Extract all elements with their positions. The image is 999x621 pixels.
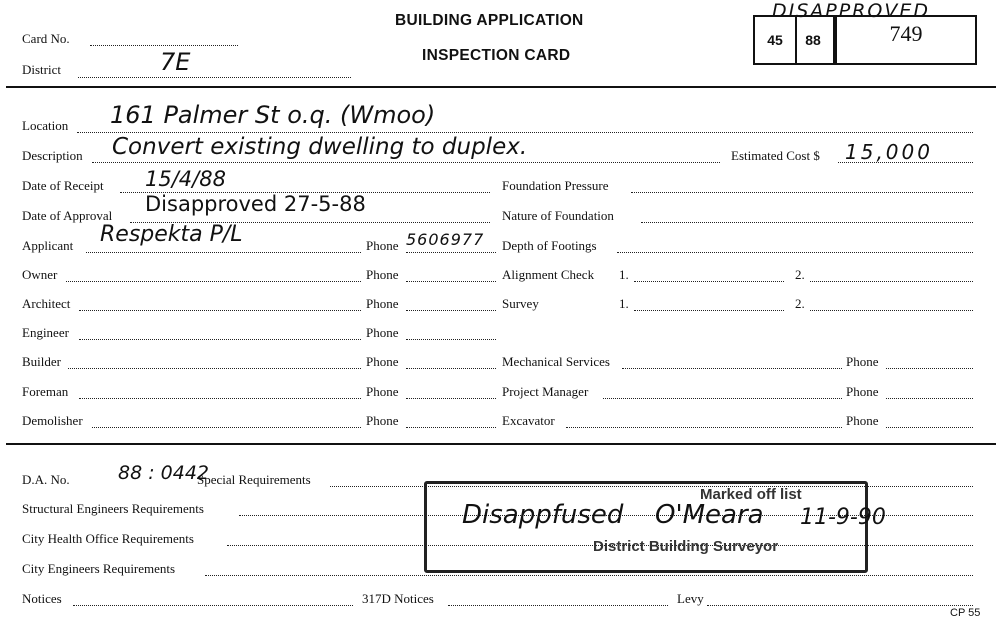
foreman-phone-line [406, 398, 496, 399]
title-line-2: INSPECTION CARD [422, 47, 571, 64]
mechanical-phone-line [886, 368, 973, 369]
stamp-handwritten-date: 11-9-90 [800, 505, 886, 530]
stamp-handwritten-1: Disappfused [462, 500, 624, 530]
district-value: 7E [160, 48, 191, 76]
applicant-phone-line [406, 252, 496, 253]
card-no-label: Card No. [22, 31, 70, 46]
architect-phone-line [406, 310, 496, 311]
owner-line [66, 281, 361, 282]
district-label: District [22, 62, 61, 77]
owner-label: Owner [22, 267, 58, 282]
notices-label: Notices [22, 591, 62, 606]
demolisher-phone-line [406, 427, 496, 428]
alignment-check-num-1: 1. [619, 267, 629, 282]
foundation-pressure-label: Foundation Pressure [502, 178, 609, 193]
depth-footings-label: Depth of Footings [502, 238, 597, 253]
owner-phone-line [406, 281, 496, 282]
alignment-check-num-2: 2. [795, 267, 805, 282]
location-line [77, 132, 973, 133]
alignment-check-line-2 [810, 281, 973, 282]
disapproved-stamp-text: DISAPPROVED [772, 0, 930, 22]
description-value: Convert existing dwelling to duplex. [112, 134, 528, 160]
project-manager-line [603, 398, 842, 399]
nature-foundation-label: Nature of Foundation [502, 208, 614, 223]
excavator-phone-line [886, 427, 973, 428]
box-45: 45 [753, 15, 797, 65]
project-manager-phone-label: Phone [846, 384, 879, 399]
city-eng-req-label: City Engineers Requirements [22, 561, 176, 576]
estimated-cost-value: 15,000 [845, 140, 933, 164]
location-label: Location [22, 118, 69, 133]
middle-divider [6, 443, 996, 445]
architect-line [79, 310, 361, 311]
date-receipt-value: 15/4/88 [145, 167, 226, 191]
applicant-phone-label: Phone [366, 238, 399, 253]
form-code: CP 55 [950, 607, 981, 619]
excavator-label: Excavator [502, 413, 555, 428]
depth-footings-line [617, 252, 973, 253]
applicant-value: Respekta P/L [100, 222, 243, 247]
title-line-1: BUILDING APPLICATION [395, 12, 584, 29]
builder-label: Builder [22, 354, 61, 369]
da-no-label: D.A. No. [22, 472, 70, 487]
excavator-phone-label: Phone [846, 413, 879, 428]
da-no-value: 88 : 0442 [118, 462, 210, 484]
date-approval-value: Disapproved 27-5-88 [145, 192, 366, 216]
health-req-label: City Health Office Requirements [22, 531, 194, 546]
stamp-line-2: District Building Surveyor [593, 538, 779, 555]
city-eng-req-line [205, 575, 973, 576]
builder-phone-line [406, 368, 496, 369]
owner-phone-label: Phone [366, 267, 399, 282]
foreman-label: Foreman [22, 384, 69, 399]
special-req-label: Special Requirements [197, 472, 311, 487]
levy-label: Levy [677, 591, 704, 606]
stamp-handwritten-2: O'Meara [655, 500, 764, 530]
applicant-phone-value: 5606977 [406, 230, 485, 249]
project-manager-phone-line [886, 398, 973, 399]
survey-num-2: 2. [795, 296, 805, 311]
architect-label: Architect [22, 296, 71, 311]
mechanical-services-label: Mechanical Services [502, 354, 610, 369]
notices-line [73, 605, 353, 606]
mechanical-phone-label: Phone [846, 354, 879, 369]
engineer-label: Engineer [22, 325, 69, 340]
applicant-label: Applicant [22, 238, 74, 253]
engineer-line [79, 339, 361, 340]
survey-num-1: 1. [619, 296, 629, 311]
317d-notices-label: 317D Notices [362, 591, 434, 606]
excavator-line [566, 427, 842, 428]
317d-notices-line [448, 605, 668, 606]
location-value: 161 Palmer St o.q. (Wmoo) [110, 101, 436, 129]
demolisher-line [92, 427, 361, 428]
project-manager-label: Project Manager [502, 384, 589, 399]
stamp-line-1: Marked off list [700, 486, 802, 503]
nature-foundation-line [641, 222, 973, 223]
estimated-cost-label: Estimated Cost $ [731, 148, 820, 163]
structural-req-label: Structural Engineers Requirements [22, 501, 204, 516]
district-line [78, 77, 351, 78]
architect-phone-label: Phone [366, 296, 399, 311]
builder-phone-label: Phone [366, 354, 399, 369]
description-label: Description [22, 148, 83, 163]
top-divider [6, 86, 996, 88]
mechanical-services-line [622, 368, 842, 369]
builder-line [68, 368, 361, 369]
date-receipt-label: Date of Receipt [22, 178, 104, 193]
card-number-box: 749 [835, 15, 977, 65]
alignment-check-line-1 [634, 281, 784, 282]
alignment-check-label: Alignment Check [502, 267, 595, 282]
levy-line [707, 605, 973, 606]
applicant-line [86, 252, 361, 253]
foreman-line [79, 398, 361, 399]
foundation-pressure-line [631, 192, 973, 193]
box-88: 88 [793, 15, 835, 65]
survey-line-1 [634, 310, 784, 311]
description-line [92, 162, 720, 163]
survey-label: Survey [502, 296, 539, 311]
demolisher-label: Demolisher [22, 413, 83, 428]
demolisher-phone-label: Phone [366, 413, 399, 428]
card-no-line [90, 45, 238, 46]
engineer-phone-label: Phone [366, 325, 399, 340]
date-approval-label: Date of Approval [22, 208, 113, 223]
foreman-phone-label: Phone [366, 384, 399, 399]
survey-line-2 [810, 310, 973, 311]
engineer-phone-line [406, 339, 496, 340]
